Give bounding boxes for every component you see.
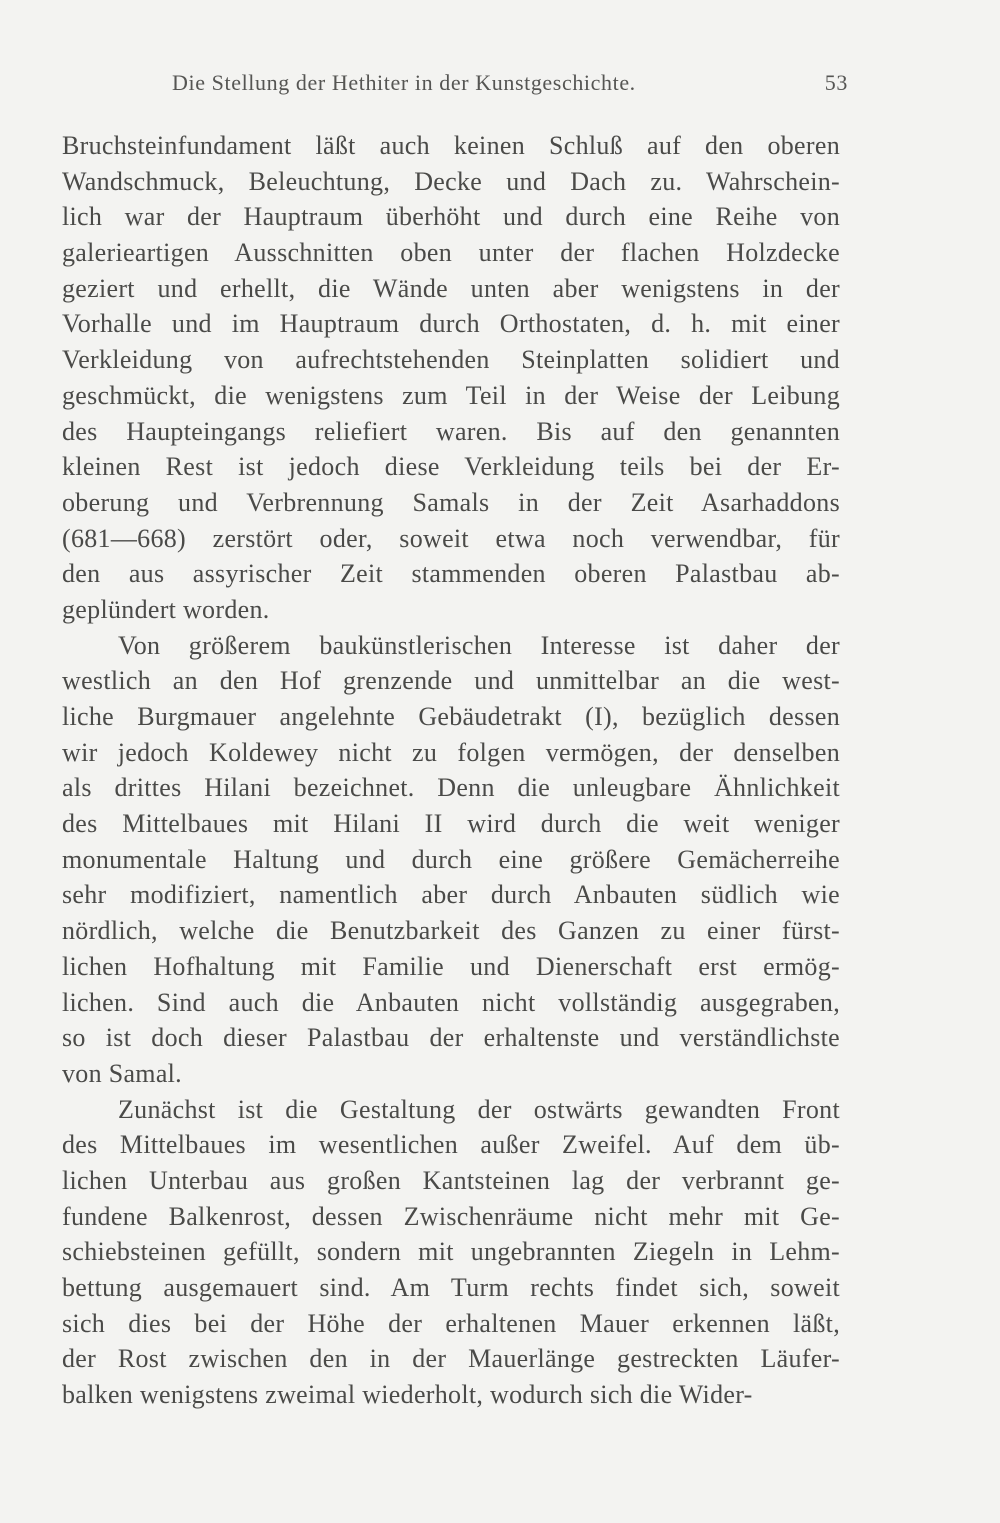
text-line: geziert und erhellt, die Wände unten aber wenigstens in der	[62, 273, 840, 303]
text-line: galerieartigen Ausschnitten oben unter der flachen Holzdecke	[62, 238, 840, 268]
page-number: 53	[824, 70, 848, 95]
text-line: fundene Balkenrost, dessen Zwischenräume nicht mehr mit Ge-	[62, 1201, 840, 1231]
text-line: sich dies bei der Höhe der erhaltenen Mauer erkennen läßt,	[62, 1308, 840, 1338]
text-line: Zunächst ist die Gestaltung der ostwärts gewandten Front	[118, 1094, 840, 1124]
text-line: wir jedoch Koldewey nicht zu folgen vermögen, der denselben	[62, 737, 840, 767]
text-line: Von größerem baukünstlerischen Interesse ist daher der	[118, 630, 840, 660]
text-line: Wandschmuck, Beleuchtung, Decke und Dach zu. Wahrschein-	[62, 166, 840, 196]
text-line: lichen. Sind auch die Anbauten nicht vollständig ausgegraben,	[62, 987, 840, 1017]
paragraph	[62, 628, 840, 1092]
text-line: geschmückt, die wenigstens zum Teil in der Weise der Leibung	[62, 380, 840, 410]
text-line: lichen Unterbau aus großen Kantsteinen lag der verbrannt ge-	[62, 1165, 840, 1195]
text-line: monumentale Haltung und durch eine größere Gemächerreihe	[62, 844, 840, 874]
text-line: geplündert worden.	[62, 594, 270, 624]
running-header	[172, 70, 848, 104]
text-line: oberung und Verbrennung Samals in der Zeit Asarhaddons	[62, 487, 840, 517]
running-title: Die Stellung der Hethiter in der Kunstgeschichte.	[172, 70, 636, 95]
text-line: lich war der Hauptraum überhöht und durch eine Reihe von	[62, 202, 840, 232]
text-line: so ist doch dieser Palastbau der erhaltenste und verständlichste	[62, 1023, 840, 1053]
text-line: nördlich, welche die Benutzbarkeit des Ganzen zu einer fürst-	[62, 916, 840, 946]
text-line: (681—668) zerstört oder, soweit etwa noch verwendbar, für	[62, 523, 840, 553]
text-line: Verkleidung von aufrechtstehenden Steinplatten solidiert und	[62, 345, 840, 375]
text-line: balken wenigstens zweimal wiederholt, wodurch sich die Wider-	[62, 1380, 753, 1410]
body-text	[62, 128, 840, 1413]
text-line: sehr modifiziert, namentlich aber durch Anbauten südlich wie	[62, 880, 840, 910]
text-line: liche Burgmauer angelehnte Gebäudetrakt (I), bezüglich dessen	[62, 702, 840, 731]
text-line: der Rost zwischen den in der Mauerlänge gestreckten Läufer-	[62, 1344, 840, 1374]
text-line: bettung ausgemauert sind. Am Turm rechts findet sich, soweit	[62, 1273, 840, 1302]
text-line: den aus assyrischer Zeit stammenden oberen Palastbau ab-	[62, 559, 840, 589]
text-line: des Mittelbaues im wesentlichen außer Zweifel. Auf dem üb-	[62, 1130, 840, 1160]
text-line: Bruchsteinfundament läßt auch keinen Schluß auf den oberen	[62, 131, 840, 160]
text-line: schiebsteinen gefüllt, sondern mit ungebrannten Ziegeln in Lehm-	[62, 1237, 840, 1267]
text-line: Vorhalle und im Hauptraum durch Orthostaten, d. h. mit einer	[62, 309, 840, 339]
text-line: des Mittelbaues mit Hilani II wird durch die weit weniger	[62, 809, 840, 839]
text-line: lichen Hofhaltung mit Familie und Dienerschaft erst ermög-	[62, 951, 840, 981]
text-line: des Haupteingangs reliefiert waren. Bis auf den genannten	[62, 416, 840, 446]
text-line: westlich an den Hof grenzende und unmittelbar an die west-	[62, 666, 840, 696]
text-line: kleinen Rest ist jedoch diese Verkleidung teils bei der Er-	[62, 452, 840, 482]
text-line: von Samal.	[62, 1058, 182, 1088]
paragraph	[62, 1092, 840, 1413]
text-line: als drittes Hilani bezeichnet. Denn die unleugbare Ähnlichkeit	[62, 773, 840, 803]
paragraph	[62, 128, 840, 628]
